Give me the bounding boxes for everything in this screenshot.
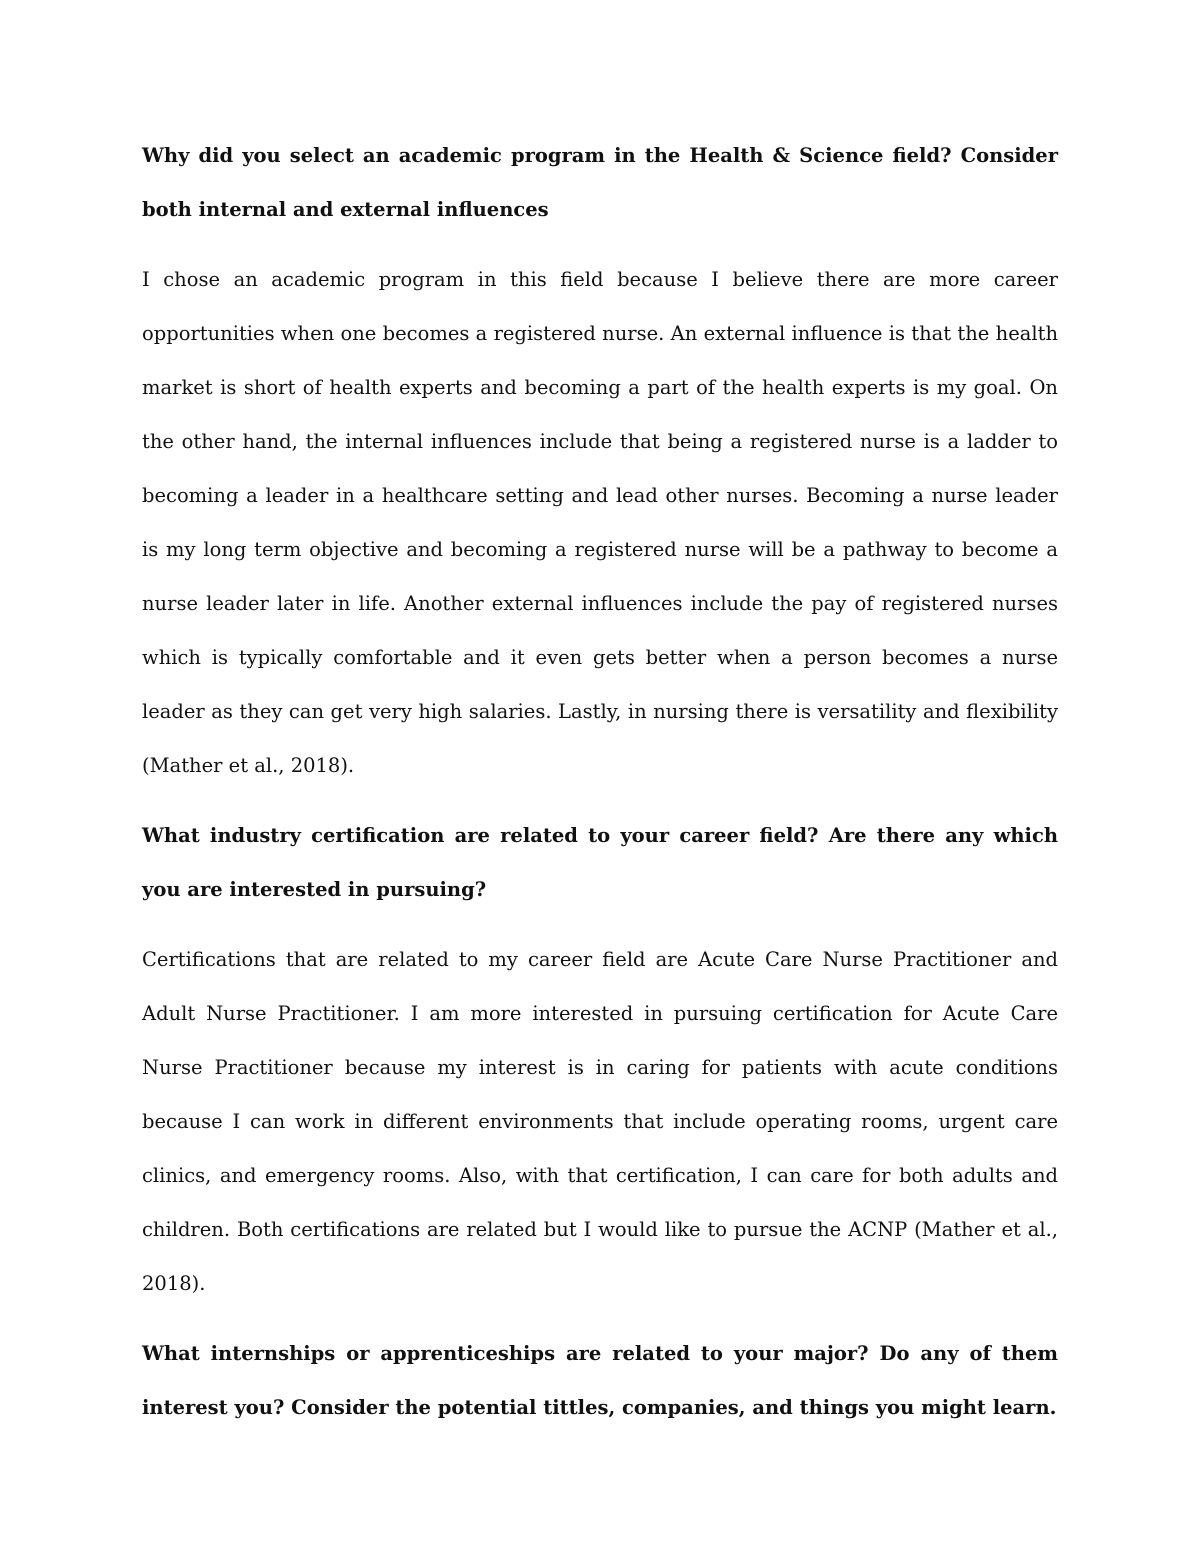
document-page	[142, 129, 1058, 1435]
answer-paragraph-2: Certifications that are related to my career field are Acute Care Nurse Practitioner and Adult Nurse Practitioner. I am more interested in pursuing certification for Acute Care Nurse Practitioner because my interest is in caring for patients with acute conditions because I can work in different environments that include operating rooms, urgent care clinics, and emergency rooms. Also, with that certification, I can care for both adults and children. Both certifications are related but I would like to pursue the ACNP (Mather et al., 2018).	[142, 948, 1058, 1295]
question-heading-2: What industry certification are related to your career field? Are there any which you are interested in pursuing?	[142, 824, 1058, 901]
question-heading-3: What internships or apprenticeships are related to your major? Do any of them interest you? Consider the potential tittles, companies, and things you might learn.	[142, 1342, 1058, 1419]
question-heading-1: Why did you select an academic program in the Health & Science field? Consider both internal and external influences	[142, 144, 1058, 221]
answer-paragraph-1: I chose an academic program in this field because I believe there are more career opportunities when one becomes a registered nurse. An external influence is that the health market is short of health experts and becoming a part of the health experts is my goal. On the other hand, the internal influences include that being a registered nurse is a ladder to becoming a leader in a healthcare setting and lead other nurses. Becoming a nurse leader is my long term objective and becoming a registered nurse will be a pathway to become a nurse leader later in life. Another external influences include the pay of registered nurses which is typically comfortable and it even gets better when a person becomes a nurse leader as they can get very high salaries. Lastly, in nursing there is versatility and flexibility (Mather et al., 2018).	[142, 268, 1058, 777]
